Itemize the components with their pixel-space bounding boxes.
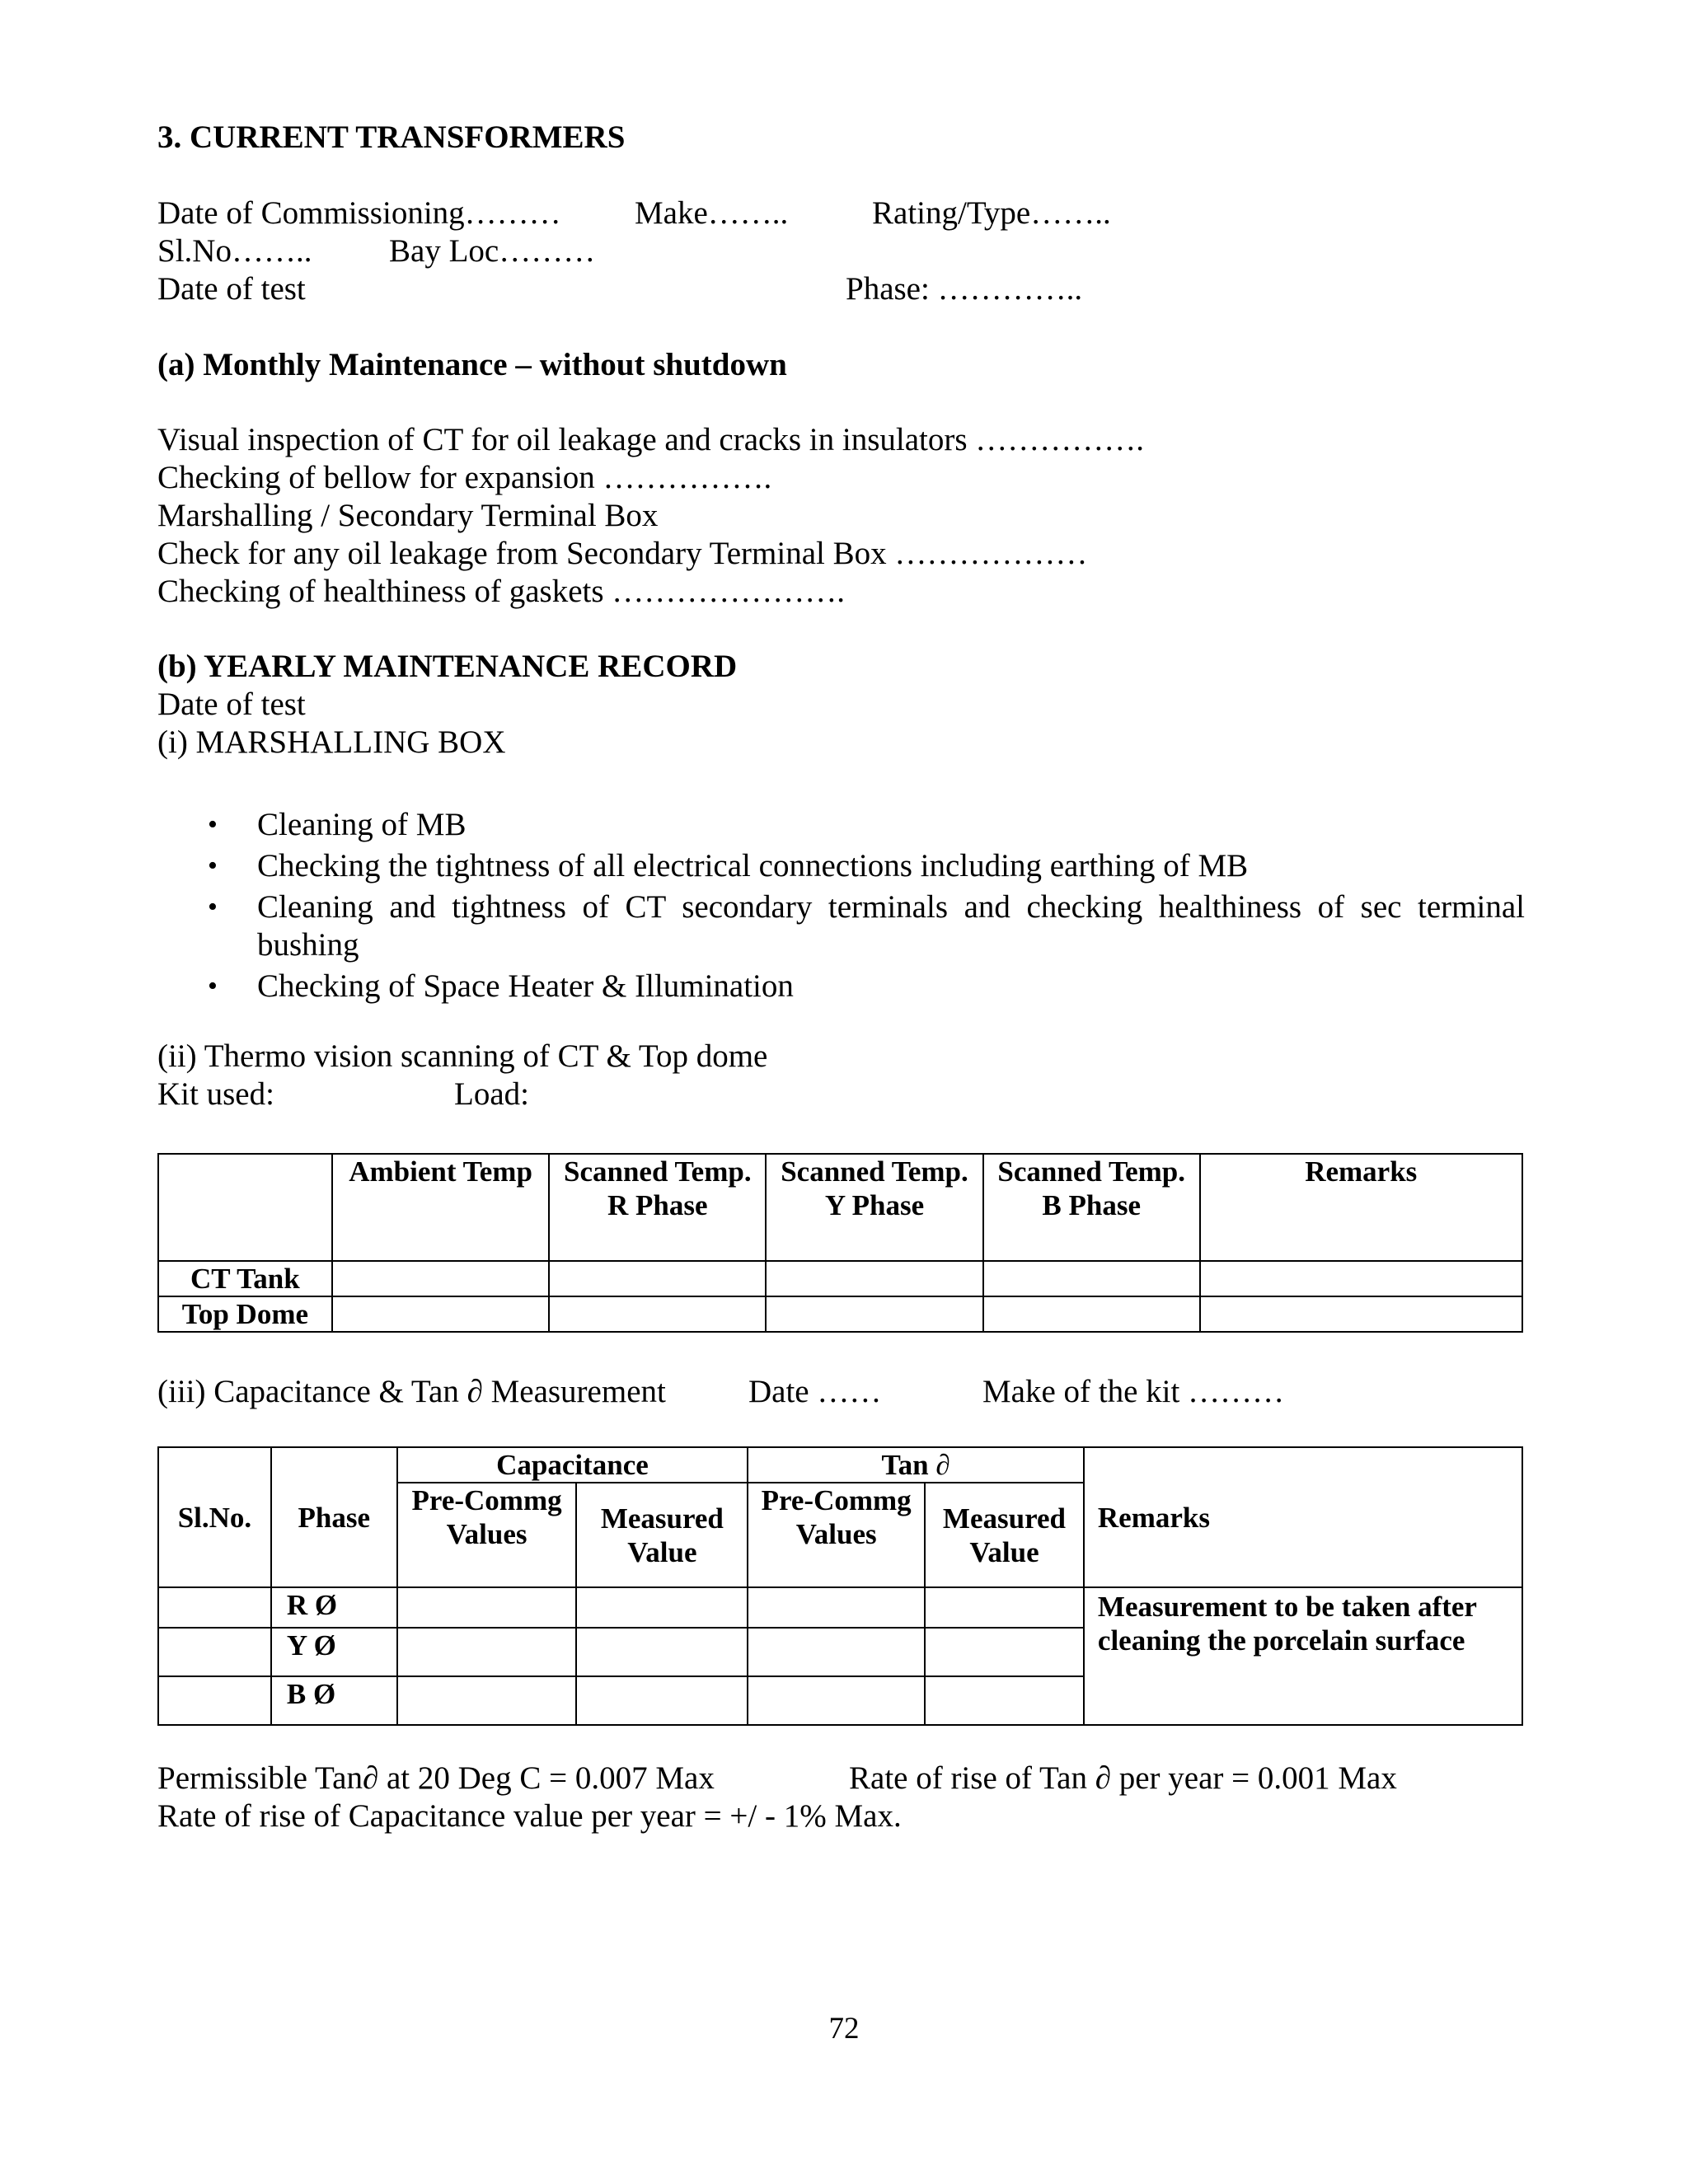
yearly-date-of-test: Date of test: [157, 687, 306, 722]
date-of-test-field: Date of test: [157, 271, 306, 307]
table-cell[interactable]: [549, 1261, 766, 1296]
rating-type-field: Rating/Type……..: [872, 195, 1111, 231]
monthly-maintenance-title: (a) Monthly Maintenance – without shutdown: [157, 347, 787, 382]
table-cell[interactable]: [748, 1628, 925, 1676]
rate-capacitance-note: Rate of rise of Capacitance value per year = +/ - 1% Max.: [157, 1798, 902, 1834]
date-of-commissioning: Date of Commissioning………: [157, 195, 561, 231]
pre-commg-header: Pre-Commg Values: [397, 1483, 577, 1587]
checklist-item: • Cleaning and tightness of CT secondary terminals and checking healthiness of sec terminal bushing: [157, 888, 1525, 964]
measured-value-header: Measured Value: [925, 1483, 1084, 1587]
measured-value-header: Measured Value: [576, 1483, 748, 1587]
table-cell[interactable]: [748, 1676, 925, 1725]
phase-label: B Ø: [271, 1676, 397, 1725]
table-cell[interactable]: [576, 1587, 748, 1628]
thermo-header-cell: Scanned Temp. R Phase: [549, 1154, 766, 1261]
kit-used-label: Kit used:: [157, 1076, 274, 1112]
table-cell[interactable]: [983, 1261, 1200, 1296]
table-cell[interactable]: [397, 1628, 577, 1676]
yearly-maintenance-title: (b) YEARLY MAINTENANCE RECORD: [157, 649, 738, 684]
remark-note: Measurement to be taken after cleaning the porcelain surface: [1084, 1587, 1522, 1725]
table-cell[interactable]: [158, 1587, 271, 1628]
thermo-header-cell: Remarks: [1200, 1154, 1522, 1261]
monthly-item: Check for any oil leakage from Secondary Terminal Box ………………: [157, 536, 1088, 571]
table-cell[interactable]: [1200, 1261, 1522, 1296]
checklist-item: • Checking of Space Heater & Illumination: [157, 968, 1525, 1005]
phase-header: Phase: [271, 1447, 397, 1587]
table-cell[interactable]: [397, 1676, 577, 1725]
capacitance-title: (iii) Capacitance & Tan ∂ Measurement: [157, 1374, 666, 1409]
table-cell[interactable]: [925, 1628, 1084, 1676]
phase-field: Phase: …………..: [846, 271, 1083, 307]
monthly-item: Marshalling / Secondary Terminal Box: [157, 498, 659, 533]
table-cell[interactable]: [766, 1296, 983, 1332]
capacitance-date: Date ……: [748, 1374, 882, 1409]
phase-label: Y Ø: [271, 1628, 397, 1676]
thermo-header-cell: [158, 1154, 332, 1261]
pre-commg-header: Pre-Commg Values: [748, 1483, 925, 1587]
thermo-row-label: CT Tank: [158, 1261, 332, 1296]
table-cell[interactable]: [748, 1587, 925, 1628]
monthly-item: Checking of healthiness of gaskets ………………….: [157, 574, 846, 609]
permissible-tan-note: Permissible Tan∂ at 20 Deg C = 0.007 Max: [157, 1760, 715, 1796]
table-cell[interactable]: [332, 1261, 550, 1296]
rate-tan-note: Rate of rise of Tan ∂ per year = 0.001 Max: [849, 1760, 1397, 1796]
capacitance-tan-table: [157, 1446, 1523, 1726]
remarks-header: Remarks: [1084, 1447, 1522, 1587]
monthly-item: Checking of bellow for expansion …………….: [157, 460, 772, 495]
table-cell[interactable]: [397, 1587, 577, 1628]
thermo-header-cell: Scanned Temp. B Phase: [983, 1154, 1200, 1261]
checklist-item: • Cleaning of MB: [157, 806, 1525, 844]
table-cell[interactable]: [925, 1587, 1084, 1628]
section-heading: 3. CURRENT TRANSFORMERS: [157, 120, 626, 155]
thermo-header-cell: Ambient Temp: [332, 1154, 550, 1261]
tan-delta-header: Tan ∂: [748, 1447, 1084, 1483]
checklist-item: • Checking the tightness of all electrical connections including earthing of MB: [157, 847, 1525, 885]
table-cell[interactable]: [1200, 1296, 1522, 1332]
thermo-vision-table: [157, 1153, 1523, 1333]
table-cell[interactable]: [925, 1676, 1084, 1725]
table-cell[interactable]: [549, 1296, 766, 1332]
thermo-header-cell: Scanned Temp. Y Phase: [766, 1154, 983, 1261]
page-number: 72: [828, 2012, 860, 2046]
table-cell[interactable]: [332, 1296, 550, 1332]
thermo-vision-title: (ii) Thermo vision scanning of CT & Top dome: [157, 1038, 768, 1074]
marshalling-checklist: [157, 806, 1525, 1009]
make-of-kit: Make of the kit ………: [982, 1374, 1285, 1409]
make-field: Make……..: [635, 195, 789, 231]
load-label: Load:: [454, 1076, 529, 1112]
marshalling-box-title: (i) MARSHALLING BOX: [157, 724, 506, 760]
table-cell[interactable]: [158, 1676, 271, 1725]
table-cell[interactable]: [158, 1628, 271, 1676]
monthly-item: Visual inspection of CT for oil leakage and cracks in insulators …………….: [157, 422, 1145, 457]
capacitance-header: Capacitance: [397, 1447, 748, 1483]
thermo-row-label: Top Dome: [158, 1296, 332, 1332]
table-cell[interactable]: [983, 1296, 1200, 1332]
phase-label: R Ø: [271, 1587, 397, 1628]
sl-no-header: Sl.No.: [158, 1447, 271, 1587]
table-cell[interactable]: [576, 1628, 748, 1676]
table-cell[interactable]: [766, 1261, 983, 1296]
table-cell[interactable]: [576, 1676, 748, 1725]
sl-no-field: Sl.No……..: [157, 233, 312, 269]
bay-loc-field: Bay Loc………: [389, 233, 596, 269]
